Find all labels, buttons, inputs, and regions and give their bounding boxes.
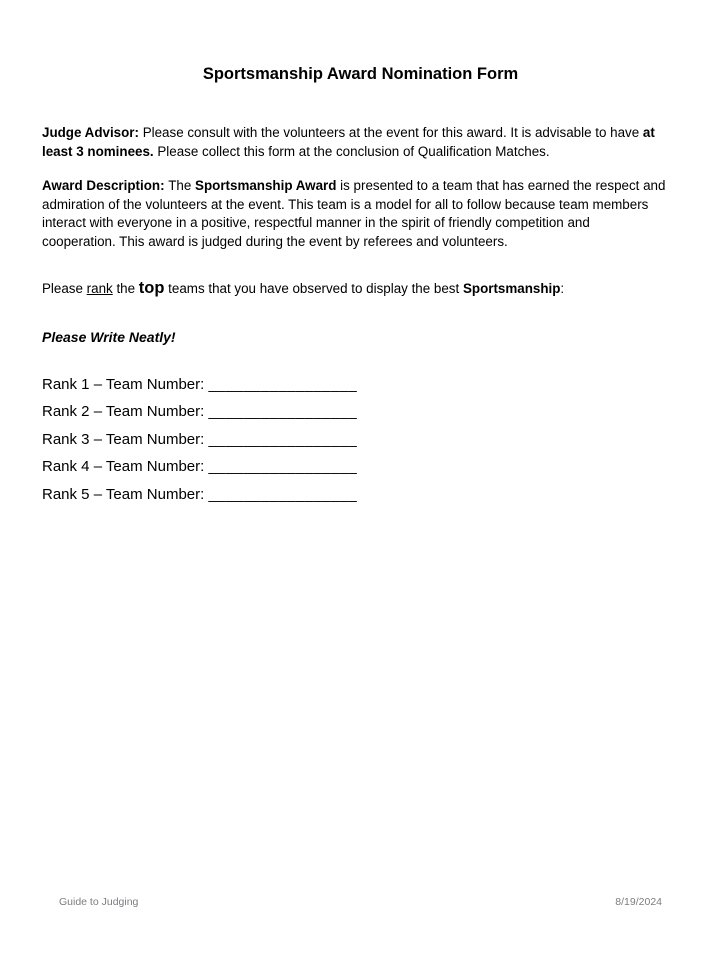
page-footer [59,896,662,910]
text-run: Please consult with the volunteers at the event for this award. It is advisable to have [142,125,643,140]
text-run: The [168,178,196,193]
rank-row [42,426,357,453]
rank-lines [42,371,357,508]
team-number-blank: _________________ [208,430,358,448]
team-number-blank: _________________ [208,403,358,421]
rank-label: Rank 1 – Team Number: [42,376,209,393]
page-title: Sportsmanship Award Nomination Form [202,65,519,83]
rank-row [42,481,357,508]
rank-label: Rank 5 – Team Number: [42,485,209,503]
text-run: Sportsmanship Award [195,178,337,193]
rank-row [42,398,357,425]
footer-date: 8/19/2024 [615,896,662,908]
text-run: Please [42,281,87,296]
rank-row [42,371,357,398]
team-number-blank: _________________ [208,458,358,476]
rank-row [42,453,357,480]
text-run: at least 3 nominees. [42,125,655,159]
text-run: rank [86,281,113,296]
award-description-paragraph [42,177,666,251]
judge-advisor-paragraph [42,124,666,161]
rank-label: Rank 3 – Team Number: [42,430,209,448]
text-run: top [138,279,165,297]
text-run: Award Description: [42,178,169,193]
write-neatly-note: Please Write Neatly! [42,329,176,345]
team-number-blank: _________________ [208,485,358,503]
text-run: Sportsmanship [462,281,561,296]
team-number-blank: _________________ [208,376,358,393]
text-run: is presented to a team that has earned the respect and admiration of the volunteers at the event. This team is a model for all to follow because team members interact with everyone in a positive, respectful manner in the spirit of friendly competition and cooperation. This award is judged during the event by referees and volunteers. [42,178,666,249]
text-run: : [560,281,565,296]
footer-document-name: Guide to Judging [59,896,139,908]
rank-instruction [42,279,666,299]
text-run: the [112,281,139,296]
rank-label: Rank 2 – Team Number: [42,403,209,421]
text-run: Please collect this form at the conclusion of Qualification Matches. [153,143,550,159]
rank-label: Rank 4 – Team Number: [42,458,209,476]
text-run: teams that you have observed to display the best [164,281,463,296]
text-run: Judge Advisor: [42,125,143,140]
